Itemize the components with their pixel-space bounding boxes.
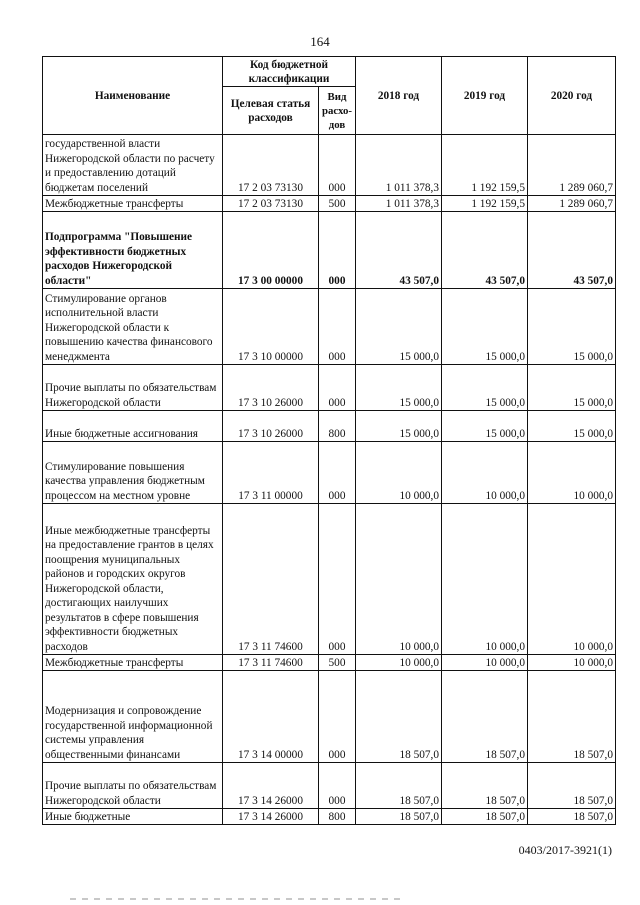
row-code: 17 3 10 26000: [223, 365, 319, 411]
row-code: 17 3 14 00000: [223, 671, 319, 763]
header-2019: 2019 год: [442, 57, 528, 135]
row-2020: 1 289 060,7: [528, 135, 616, 196]
table-row: [43, 504, 616, 655]
row-2018: 18 507,0: [356, 671, 442, 763]
row-2020: 18 507,0: [528, 809, 616, 825]
row-code: 17 2 03 73130: [223, 196, 319, 212]
row-2019: 15 000,0: [442, 365, 528, 411]
row-vid: 000: [319, 442, 356, 504]
row-2018: 10 000,0: [356, 655, 442, 671]
row-2018: 10 000,0: [356, 442, 442, 504]
row-2018: 18 507,0: [356, 809, 442, 825]
row-name: Иные межбюджетные трансферты на предоставление грантов в целях поощрения муниципальных районов и городских округов Нижегородской области, достигающих наилучших результатов в сфере повышения эффективности бюджетных расходов: [43, 504, 223, 655]
table-row: [43, 135, 616, 196]
row-code: 17 3 14 26000: [223, 763, 319, 809]
row-2019: 18 507,0: [442, 671, 528, 763]
scan-artifact-line: [70, 898, 400, 900]
budget-table: [42, 56, 616, 825]
row-2019: 15 000,0: [442, 411, 528, 442]
row-2020: 15 000,0: [528, 411, 616, 442]
row-2020: 10 000,0: [528, 655, 616, 671]
row-vid: 500: [319, 655, 356, 671]
row-vid: 800: [319, 411, 356, 442]
row-name: Модернизация и сопровождение государственной информационной системы управления общественными финансами: [43, 671, 223, 763]
table-row: [43, 196, 616, 212]
row-2018: 43 507,0: [356, 212, 442, 289]
row-code: 17 3 11 00000: [223, 442, 319, 504]
header-target: Целевая статья расходов: [223, 87, 319, 135]
row-code: 17 2 03 73130: [223, 135, 319, 196]
row-name: Иные бюджетные: [43, 809, 223, 825]
row-name: Межбюджетные трансферты: [43, 655, 223, 671]
row-vid: 000: [319, 135, 356, 196]
row-2019: 1 192 159,5: [442, 135, 528, 196]
row-name: Иные бюджетные ассигнования: [43, 411, 223, 442]
row-2019: 18 507,0: [442, 763, 528, 809]
header-2020: 2020 год: [528, 57, 616, 135]
row-vid: 000: [319, 365, 356, 411]
header-classification: Код бюджетной классификации: [223, 57, 356, 87]
row-2018: 18 507,0: [356, 763, 442, 809]
row-vid: 000: [319, 763, 356, 809]
row-name: Прочие выплаты по обязательствам Нижегородской области: [43, 365, 223, 411]
row-code: 17 3 10 00000: [223, 289, 319, 365]
document-code: 0403/2017-3921(1): [518, 843, 612, 857]
row-name: государственной власти Нижегородской области по расчету и предоставлению дотаций бюджетам поселений: [43, 135, 223, 196]
row-vid: 000: [319, 289, 356, 365]
row-2020: 1 289 060,7: [528, 196, 616, 212]
table-row: [43, 442, 616, 504]
table-row: [43, 763, 616, 809]
row-2019: 10 000,0: [442, 442, 528, 504]
table-row: [43, 289, 616, 365]
row-2018: 1 011 378,3: [356, 135, 442, 196]
table-row: [43, 671, 616, 763]
row-2018: 15 000,0: [356, 289, 442, 365]
row-code: 17 3 14 26000: [223, 809, 319, 825]
header-2018: 2018 год: [356, 57, 442, 135]
row-2019: 1 192 159,5: [442, 196, 528, 212]
row-2020: 15 000,0: [528, 289, 616, 365]
row-name: Межбюджетные трансферты: [43, 196, 223, 212]
row-vid: 800: [319, 809, 356, 825]
row-code: 17 3 11 74600: [223, 655, 319, 671]
row-2018: 15 000,0: [356, 411, 442, 442]
row-2018: 10 000,0: [356, 504, 442, 655]
row-name: Стимулирование органов исполнительной власти Нижегородской области к повышению качества финансового менеджмента: [43, 289, 223, 365]
row-code: 17 3 00 00000: [223, 212, 319, 289]
row-code: 17 3 10 26000: [223, 411, 319, 442]
row-2020: 43 507,0: [528, 212, 616, 289]
row-vid: 000: [319, 212, 356, 289]
row-2018: 1 011 378,3: [356, 196, 442, 212]
row-code: 17 3 11 74600: [223, 504, 319, 655]
page-number: 164: [310, 34, 330, 49]
row-name: Подпрограмма "Повышение эффективности бюджетных расходов Нижегородской области": [43, 212, 223, 289]
row-vid: 000: [319, 504, 356, 655]
table-row: [43, 411, 616, 442]
table-row: [43, 365, 616, 411]
table-row: [43, 655, 616, 671]
row-2019: 18 507,0: [442, 809, 528, 825]
row-name: Прочие выплаты по обязательствам Нижегородской области: [43, 763, 223, 809]
header-vid: Вид расхо-дов: [319, 87, 356, 135]
row-2019: 43 507,0: [442, 212, 528, 289]
row-2020: 15 000,0: [528, 365, 616, 411]
row-2018: 15 000,0: [356, 365, 442, 411]
row-vid: 500: [319, 196, 356, 212]
table-row: [43, 809, 616, 825]
table-row: [43, 212, 616, 289]
row-2020: 18 507,0: [528, 671, 616, 763]
row-2019: 10 000,0: [442, 504, 528, 655]
row-2019: 10 000,0: [442, 655, 528, 671]
row-vid: 000: [319, 671, 356, 763]
row-2020: 18 507,0: [528, 763, 616, 809]
header-name: Наименование: [43, 57, 223, 135]
row-2020: 10 000,0: [528, 504, 616, 655]
row-name: Стимулирование повышения качества управления бюджетным процессом на местном уровне: [43, 442, 223, 504]
row-2019: 15 000,0: [442, 289, 528, 365]
row-2020: 10 000,0: [528, 442, 616, 504]
